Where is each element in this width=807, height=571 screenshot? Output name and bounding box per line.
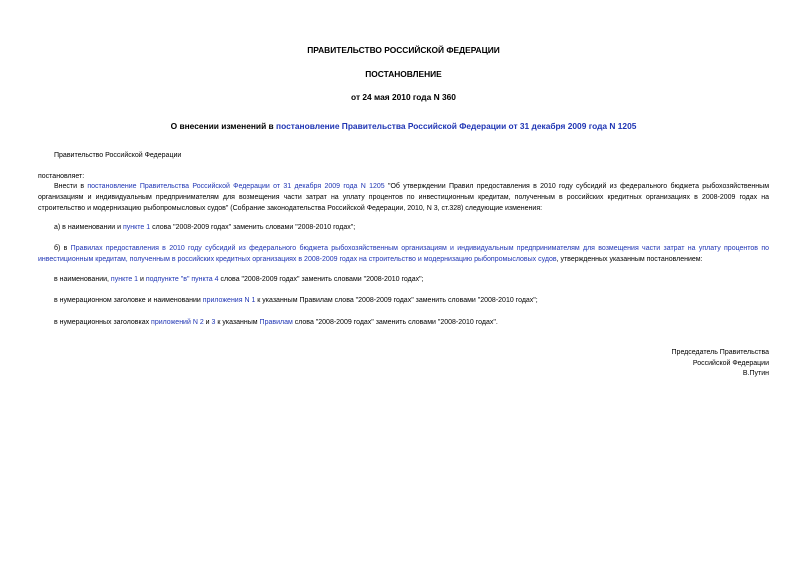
document-title: [38, 121, 769, 131]
p1-link-decree[interactable]: постановление Правительства Российской Федерации от 31 декабря 2009 года N 1205: [87, 183, 385, 190]
pb-text-2: , утвержденных указанным постановлением:: [556, 255, 703, 263]
pd-text-2: к указанным Правилам слова "2008-2009 годах" заменить словами "2008-2010 годах";: [255, 297, 538, 304]
title-prefix: О внесении изменений в: [170, 121, 277, 131]
paragraph-main: [38, 182, 769, 214]
pe-text-3: к указанным: [215, 319, 260, 326]
signature-line-2: Российской Федерации: [692, 359, 769, 367]
pd-link-appendix1[interactable]: приложения N 1: [202, 297, 256, 304]
pc-text-1: в наименовании,: [54, 276, 111, 283]
signature-block: [569, 348, 769, 380]
p1-text-1: Внести в: [54, 183, 88, 190]
pa-text-2: слова "2008-2009 годах" заменить словами "2008-2010 годах";: [150, 224, 356, 231]
pe-text-2: и: [203, 319, 212, 326]
pb-text-1: б) в: [54, 245, 71, 252]
paragraph-d: [38, 296, 769, 307]
org-heading: ПРАВИТЕЛЬСТВО РОССИЙСКОЙ ФЕДЕРАЦИИ: [307, 45, 500, 55]
signature-line-1: Председатель Правительства: [671, 349, 769, 356]
pc-text-3: слова "2008-2009 годах" заменить словами "2008-2010 годах";: [218, 276, 424, 283]
paragraph-e: [38, 318, 769, 329]
pe-link-rules[interactable]: Правилам: [259, 319, 293, 326]
decrees-text: постановляет:: [38, 173, 85, 180]
pe-link-appendix2[interactable]: приложений N 2: [151, 319, 204, 326]
pa-text-1: а) в наименовании и: [54, 224, 123, 231]
pb-link-rules[interactable]: Правилах предоставления в 2010 году субсидий из федерального бюджета рыбохозяйственным организациям и индивидуальным предпринимателям для возмещения части затрат на уплату процентов по инвестиционным кредитам, полученным в российских кредитных организациях в 2008-2009 годах на строительство и модернизацию рыбопромысловых судов: [38, 245, 769, 263]
pc-link-subitem[interactable]: подпункте "в" пункта 4: [145, 276, 219, 283]
pe-text-4: слова "2008-2009 годах" заменить словами "2008-2010 годах".: [292, 319, 498, 326]
doc-type-heading: ПОСТАНОВЛЕНИЕ: [365, 69, 442, 79]
pe-link-appendix3[interactable]: 3: [211, 319, 216, 326]
title-link[interactable]: постановление Правительства Российской Федерации от 31 декабря 2009 года N 1205: [276, 121, 637, 131]
pa-link-item1[interactable]: пункте 1: [123, 224, 151, 231]
document-page: [38, 0, 769, 571]
pc-text-2: и: [138, 276, 146, 283]
paragraph-c: [38, 275, 769, 286]
pc-link-item1[interactable]: пункте 1: [110, 276, 139, 283]
pe-text-1: в нумерационных заголовках: [54, 319, 152, 326]
signature-name: В.Путин: [742, 370, 769, 377]
pd-text-1: в нумерационном заголовке и наименовании: [54, 297, 203, 304]
date-number-heading: от 24 мая 2010 года N 360: [351, 92, 456, 102]
intro-text: Правительство Российской Федерации: [54, 152, 182, 159]
paragraph-b: [38, 244, 769, 266]
paragraph-a: [38, 223, 769, 234]
p1-text-2: "Об утверждении Правил предоставления в 2010 году субсидий из федерального бюджета рыбохозяйственным организациям и индивидуальным предпринимателям для возмещения части затрат на уплату процентов по инвестиционным кредитам, полученным в российских кредитных организациях в 2008-2009 годах на строительство и модернизацию рыбопромысловых судов" (Собрание законодательства Российской Федерации, 2010, N 3, ст.328) следующие изменения:: [38, 183, 770, 212]
